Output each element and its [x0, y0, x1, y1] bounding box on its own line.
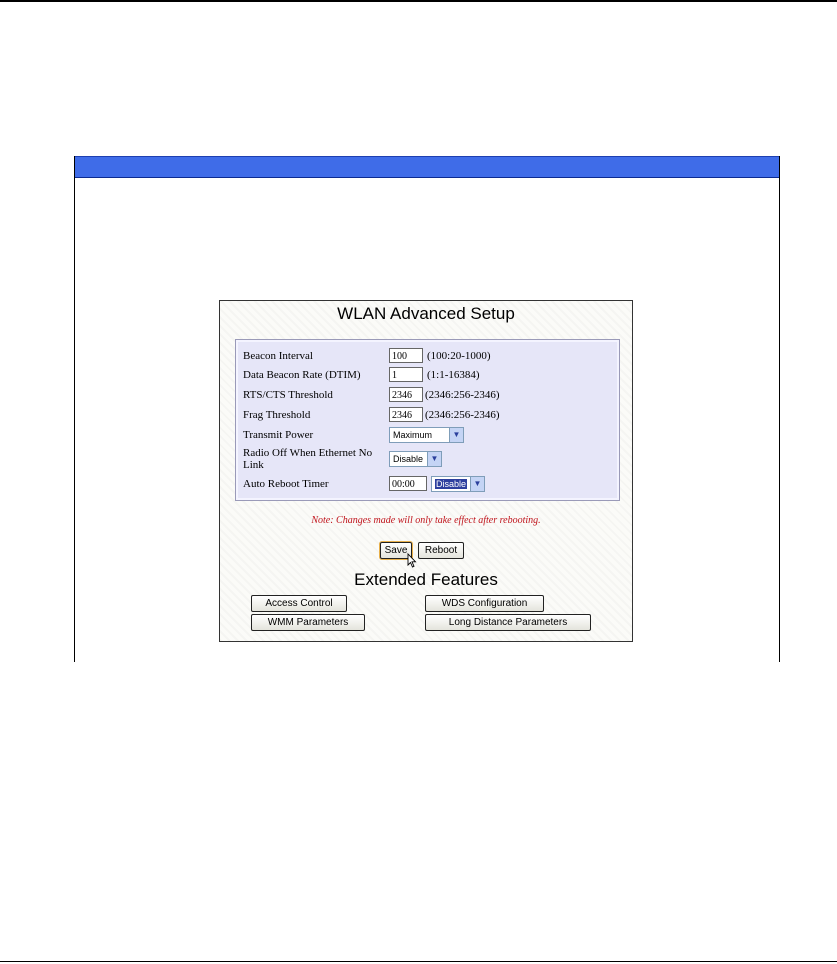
long-distance-parameters-button[interactable]: Long Distance Parameters [425, 614, 591, 631]
dtim-range: (1:1-16384) [427, 369, 480, 381]
settings-form [235, 339, 620, 501]
transmit-power-value: Maximum [393, 430, 433, 440]
frag-threshold-input[interactable]: 2346 [389, 407, 423, 422]
auto-reboot-label: Auto Reboot Timer [243, 478, 329, 490]
chevron-down-icon: ▼ [470, 477, 484, 491]
transmit-power-select[interactable] [389, 427, 464, 443]
dtim-label: Data Beacon Rate (DTIM) [243, 369, 361, 381]
page-top-rule [0, 0, 837, 2]
wmm-parameters-button[interactable]: WMM Parameters [251, 614, 365, 631]
wlan-advanced-setup-panel [219, 300, 633, 642]
chevron-down-icon: ▼ [427, 452, 441, 466]
auto-reboot-value: Disable [436, 479, 467, 489]
dtim-input[interactable]: 1 [389, 367, 423, 382]
beacon-interval-range: (100:20-1000) [427, 350, 491, 362]
mouse-pointer-icon [407, 553, 417, 568]
radio-off-select[interactable] [389, 451, 442, 467]
page-bottom-rule [0, 961, 837, 962]
frag-threshold-range: (2346:256-2346) [425, 409, 500, 421]
rts-cts-label: RTS/CTS Threshold [243, 389, 333, 401]
access-control-button[interactable]: Access Control [251, 595, 347, 612]
reboot-note: Note: Changes made will only take effect after rebooting. [311, 515, 541, 526]
beacon-interval-label: Beacon Interval [243, 350, 313, 362]
rts-cts-range: (2346:256-2346) [425, 389, 500, 401]
reboot-button[interactable]: Reboot [418, 542, 464, 559]
transmit-power-label: Transmit Power [243, 429, 314, 441]
extended-features-title: Extended Features [354, 570, 498, 589]
wds-configuration-button[interactable]: WDS Configuration [425, 595, 544, 612]
radio-off-label: Radio Off When Ethernet No Link [243, 447, 373, 471]
save-button[interactable]: Save [380, 542, 412, 559]
figure-header-bar [75, 156, 779, 178]
rts-cts-input[interactable]: 2346 [389, 387, 423, 402]
frag-threshold-label: Frag Threshold [243, 409, 311, 421]
chevron-down-icon: ▼ [449, 428, 463, 442]
auto-reboot-select[interactable] [431, 476, 485, 492]
radio-off-value: Disable [393, 454, 424, 464]
beacon-interval-input[interactable]: 100 [389, 348, 423, 363]
auto-reboot-time-input[interactable]: 00:00 [389, 476, 427, 491]
page-title: WLAN Advanced Setup [337, 304, 515, 323]
